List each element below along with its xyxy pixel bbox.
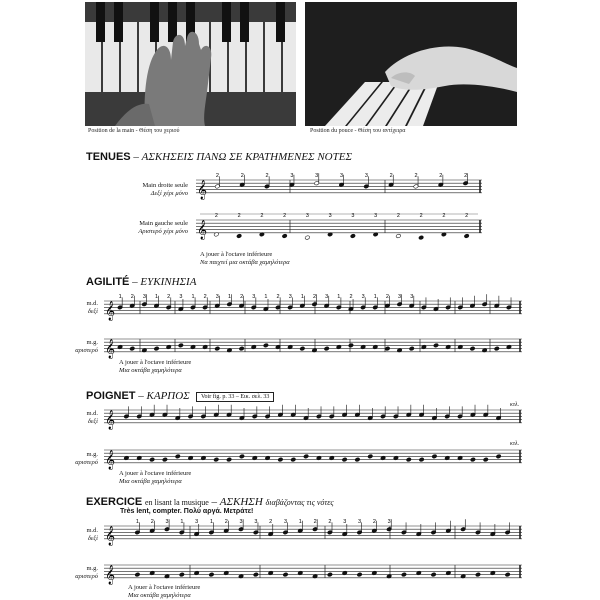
tenues-rh-staff-fingering: 2 (215, 173, 219, 179)
exercice-mg-staff-note (135, 572, 140, 577)
agilite-mg-staff-note (154, 346, 159, 351)
poignet-mg-staff-note (342, 457, 347, 462)
poignet-octave-gr: Μια οκτάβα χαμηλότερα (119, 478, 182, 485)
exercice-md-staff-fingering: 2 (313, 519, 317, 525)
poignet-mg-label (75, 451, 98, 467)
exercice-title-gr-rest: διαβάζοντας τις νότες (265, 498, 334, 507)
exercice-mg-staff-note (283, 572, 288, 577)
tenues-lh-staff-fingering: 2 (419, 213, 423, 219)
exercice-md-staff-fingering: 2 (150, 519, 154, 525)
tenues-lh-staff-fingering: 3 (374, 213, 378, 219)
poignet-mg-staff-note (214, 457, 219, 462)
exercice-md-staff-fingering: 3 (195, 519, 199, 525)
poignet-mg-staff-note (278, 457, 283, 462)
agilite-mg-staff-note (385, 346, 390, 351)
tenues-lh-label-gr: Αριστερό χέρι μόνο (138, 228, 188, 235)
poignet-title-gr: – ΚΑΡΠΟΣ (138, 390, 190, 402)
poignet-mg-fr: m.g. (86, 451, 98, 458)
agilite-md-staff-fingering: 3 (142, 294, 146, 300)
poignet-mg-staff-treble-clef: 𝄞 (105, 449, 116, 470)
agilite-octave-note (119, 359, 191, 375)
tenues-rh-staff-fingering: 2 (464, 173, 468, 179)
agilite-md-staff-fingering: 3 (252, 294, 256, 300)
agilite-title (86, 276, 196, 288)
tenues-octave-fr: A jouer à l'octave inférieure (200, 251, 273, 258)
tenues-lh-staff-note (418, 235, 423, 240)
tenues-rh-staff-fingering: 2 (265, 173, 269, 179)
poignet-mg-staff-note (355, 457, 360, 462)
tenues-lh-staff-note (464, 234, 469, 239)
tenues-lh-staff-fingering: 2 (396, 213, 400, 219)
exercice-title-fr-rest: en lisant la musique (145, 498, 209, 507)
exercice-title-fr: EXERCICE (86, 496, 143, 508)
tenues-lh-staff-fingering: 2 (283, 213, 287, 219)
tenues-rh-staff-fingering: 2 (439, 173, 443, 179)
agilite-md-staff-fingering: 2 (203, 294, 207, 300)
exercice-md-gr: δεξί (87, 535, 98, 542)
exercice-md-staff-fingering: 3 (387, 519, 391, 525)
poignet-mg-staff-note (162, 457, 167, 462)
poignet-mg-gr: αριστερό (75, 459, 98, 466)
agilite-md-staff-fingering: 2 (349, 294, 353, 300)
exercice-octave-fr: A jouer à l'octave inférieure (128, 584, 201, 591)
tenues-lh-staff-fingering: 2 (237, 213, 241, 219)
poignet-mg-staff-note (496, 454, 501, 459)
exercice-mg-staff-note (401, 572, 406, 577)
agilite-md-staff-fingering: 1 (337, 294, 341, 300)
poignet-mg-staff-note (239, 454, 244, 459)
tenues-lh-staff-fingering: 2 (214, 213, 218, 219)
poignet-mg-staff-note (291, 457, 296, 462)
exercice-title (86, 496, 334, 508)
poignet-md-gr: δεξί (87, 418, 98, 425)
agilite-md-staff-fingering: 1 (118, 294, 122, 300)
agilite-title-gr: – ΕΥΚΙΝΗΣΙΑ (132, 276, 197, 288)
tenues-lh-staff-note (305, 235, 310, 240)
agilite-mg-staff-note (215, 346, 220, 351)
exercice-md-staff-fingering: 3 (239, 519, 243, 525)
tenues-lh-label-fr: Main gauche seule (139, 220, 188, 227)
tenues-rh-staff-fingering: 2 (240, 173, 244, 179)
exercice-mg-staff-note (253, 572, 258, 577)
agilite-mg-staff-note (129, 346, 134, 351)
agilite-mg-fr: m.g. (86, 339, 98, 346)
agilite-md-staff-fingering: 2 (130, 294, 134, 300)
poignet-kel-top: κτλ. (510, 402, 520, 408)
poignet-mg-staff-note (226, 457, 231, 462)
agilite-md-staff-fingering: 3 (361, 294, 365, 300)
exercice-md-staff-fingering: 3 (254, 519, 258, 525)
tenues-rh-staff-fingering: 3 (340, 173, 344, 179)
agilite-md-fr: m.d. (86, 300, 98, 307)
tenues-rh-staff-treble-clef: 𝄞 (197, 179, 208, 200)
agilite-mg-label (75, 339, 98, 355)
tenues-lh-staff-treble-clef: 𝄞 (197, 219, 208, 240)
poignet-octave-note (119, 470, 191, 486)
agilite-md-staff-fingering: 1 (155, 294, 159, 300)
agilite-mg-gr: αριστερό (75, 347, 98, 354)
agilite-md-staff-fingering: 1 (300, 294, 304, 300)
exercice-md-staff-fingering: 2 (328, 519, 332, 525)
agilite-mg-staff-note (348, 343, 353, 348)
agilite-md-staff-fingering: 2 (313, 294, 317, 300)
exercice-md-fr: m.d. (86, 527, 98, 534)
exercice-mg-staff-note (505, 572, 510, 577)
tenues-lh-staff-note (350, 234, 355, 239)
agilite-md-staff-fingering: 3 (179, 294, 183, 300)
exercice-title-gr: – ΑΣΚΗΣΗ (211, 496, 263, 508)
exercice-md-staff-fingering: 3 (358, 519, 362, 525)
agilite-mg-staff-note (324, 346, 329, 351)
poignet-title-fr: POIGNET (86, 390, 136, 402)
agilite-md-staff-fingering: 3 (325, 294, 329, 300)
tenues-rh-staff-fingering: 2 (414, 173, 418, 179)
poignet-md-label (86, 410, 98, 426)
tenues-octave-gr: Να παιχτεί μια οκτάβα χαμηλότερα (200, 259, 290, 266)
agilite-md-staff-fingering: 2 (385, 294, 389, 300)
agilite-md-staff-fingering: 3 (288, 294, 292, 300)
agilite-mg-staff-note (178, 343, 183, 348)
exercice-mg-staff-note (475, 572, 480, 577)
tenues-rh-staff-fingering: 3 (364, 173, 368, 179)
exercice-tempo: Très lent, compter. Πολύ αργά. Μετράτε! (120, 508, 254, 515)
exercice-md-staff-fingering: 2 (224, 519, 228, 525)
exercice-md-staff-fingering: 2 (269, 519, 273, 525)
exercice-md-staff-fingering: 1 (298, 519, 302, 525)
poignet-mg-staff-note (303, 454, 308, 459)
agilite-md-staff-fingering: 2 (240, 294, 244, 300)
exercice-md-staff-treble-clef: 𝄞 (105, 525, 116, 546)
exercice-mg-staff-note (357, 572, 362, 577)
poignet-mg-staff-note (175, 454, 180, 459)
exercice-md-staff-fingering: 3 (283, 519, 288, 525)
agilite-mg-staff-note (300, 346, 305, 351)
poignet-mg-staff-note (483, 457, 488, 462)
poignet-md-staff-treble-clef: 𝄞 (105, 409, 116, 430)
agilite-md-gr: δεξί (87, 308, 98, 315)
poignet-octave-fr: A jouer à l'octave inférieure (119, 470, 192, 477)
agilite-md-staff-fingering: 1 (227, 294, 232, 300)
agilite-mg-staff-note (263, 343, 268, 348)
poignet-mg-staff-note (149, 457, 154, 462)
tenues-rh-staff-fingering: 2 (389, 173, 393, 179)
exercice-mg-label (75, 565, 98, 581)
agilite-md-staff-fingering: 2 (167, 294, 171, 300)
tenues-lh-staff-fingering: 2 (465, 213, 469, 219)
exercice-mg-staff-note (327, 572, 332, 577)
tenues-lh-staff-fingering: 3 (351, 213, 355, 219)
tenues-title-fr: TENUES (86, 151, 131, 163)
tenues-rh-label-gr: Δεξί χέρι μόνο (150, 190, 188, 197)
tenues-lh-staff-fingering: 2 (442, 213, 446, 219)
agilite-mg-staff-note (433, 343, 438, 348)
agilite-md-staff-fingering: 1 (373, 294, 377, 300)
poignet-mg-staff-note (368, 454, 373, 459)
tenues-rh-staff-fingering: 3 (290, 173, 294, 179)
tenues-lh-staff-fingering: 3 (305, 213, 309, 219)
agilite-mg-staff-note (470, 346, 475, 351)
tenues-title-gr: – ΑΣΚΗΣΕΙΣ ΠΑΝΩ ΣΕ ΚΡΑΤΗΜΕΝΕΣ ΝΟΤΕΣ (133, 151, 352, 163)
poignet-mg-staff-note (432, 454, 437, 459)
agilite-md-staff-fingering: 1 (191, 294, 195, 300)
exercice-mg-staff-note (431, 572, 436, 577)
exercice-mg-fr: m.g. (86, 565, 98, 572)
tenues-lh-staff-fingering: 3 (328, 213, 332, 219)
agilite-md-staff-fingering: 3 (410, 294, 414, 300)
tenues-lh-staff-fingering: 2 (260, 213, 264, 219)
exercice-mg-staff-note (179, 572, 184, 577)
poignet-figure-reference: Voir fig. p. 33 – Εικ. σελ. 33 (196, 392, 274, 402)
tenues-rh-staff-fingering: 3 (315, 173, 319, 179)
poignet-kel-bottom: κτλ. (510, 441, 520, 447)
agilite-md-staff-treble-clef: 𝄞 (105, 300, 116, 321)
agilite-mg-staff-treble-clef: 𝄞 (105, 338, 116, 359)
hand-position-caption: Position de la main - Θέση του χεριού (88, 128, 180, 134)
poignet-mg-staff-note (470, 457, 475, 462)
exercice-octave-gr: Μια οκτάβα χαμηλότερα (128, 592, 191, 599)
agilite-title-fr: AGILITÉ (86, 276, 130, 288)
thumb-position-caption: Position du pouce - Θέση του αντίχειρα (310, 128, 406, 134)
exercice-md-staff-fingering: 3 (165, 519, 169, 525)
tenues-lh-staff-note (282, 234, 287, 239)
poignet-md-fr: m.d. (86, 410, 98, 417)
agilite-md-staff-fingering: 3 (215, 294, 219, 300)
exercice-md-staff-fingering: 3 (343, 519, 347, 525)
agilite-md-staff-fingering: 3 (398, 294, 402, 300)
tenues-octave-note (200, 251, 290, 267)
agilite-octave-gr: Μια οκτάβα χαμηλότερα (119, 367, 182, 374)
exercice-md-label (86, 527, 98, 543)
agilite-mg-staff-note (409, 346, 414, 351)
agilite-md-label (86, 300, 98, 316)
tenues-rh-label-fr: Main droite seule (142, 182, 188, 189)
poignet-mg-staff-note (406, 457, 411, 462)
exercice-mg-staff-note (209, 572, 214, 577)
exercice-md-staff-fingering: 1 (135, 519, 139, 525)
tenues-lh-staff-note (396, 234, 401, 239)
agilite-md-staff-fingering: 2 (276, 294, 280, 300)
exercice-octave-note (128, 584, 200, 600)
agilite-md-staff-fingering: 1 (264, 294, 268, 300)
poignet-title (86, 390, 190, 402)
exercice-mg-staff-treble-clef: 𝄞 (105, 564, 116, 585)
exercice-md-staff-fingering: 1 (180, 519, 184, 525)
poignet-mg-staff-note (419, 457, 424, 462)
tenues-lh-staff-note (236, 234, 241, 239)
agilite-mg-staff-note (239, 346, 244, 351)
exercice-md-staff-fingering: 2 (372, 519, 376, 525)
agilite-mg-staff-note (494, 346, 499, 351)
agilite-octave-fr: A jouer à l'octave inférieure (119, 359, 192, 366)
exercice-md-staff-fingering: 1 (209, 519, 214, 525)
exercice-mg-gr: αριστερό (75, 573, 98, 580)
